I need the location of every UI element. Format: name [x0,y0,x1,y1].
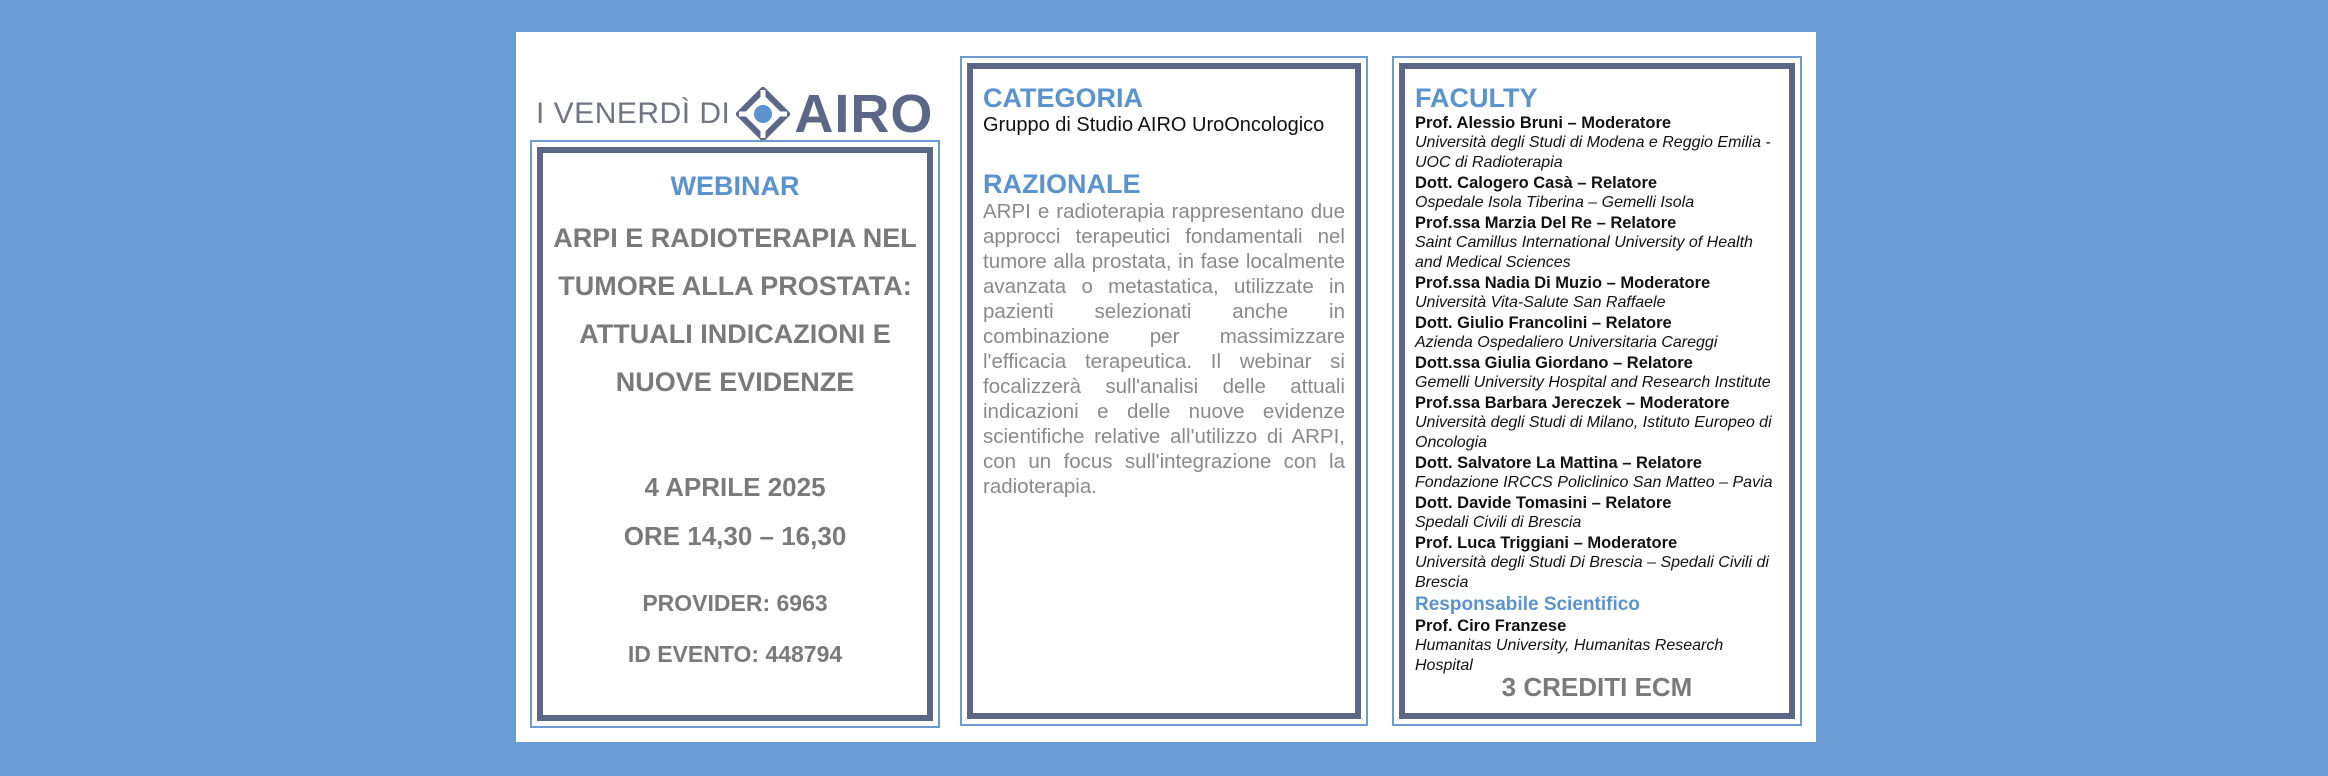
logo-name: AIRO [794,84,934,144]
faculty-member [1415,393,1781,453]
webinar-label: WEBINAR [670,171,800,201]
faculty-member-affiliation: Spedali Civili di Brescia [1415,514,1582,531]
faculty-panel-frame [1399,63,1795,719]
webinar-panel [530,140,940,728]
flyer-sheet [516,32,1816,742]
webinar-content [543,153,927,715]
faculty-member-affiliation: Saint Camillus International University of Health and Medical Sciences [1415,234,1753,271]
razionale-heading: RAZIONALE [983,169,1141,199]
faculty-member-name: Prof. Alessio Bruni – Moderatore [1415,114,1672,132]
faculty-member [1415,113,1781,173]
faculty-member [1415,493,1781,533]
categoria-heading: CATEGORIA [983,83,1143,113]
faculty-member [1415,533,1781,593]
faculty-member-affiliation: Università Vita-Salute San Raffaele [1415,294,1666,311]
faculty-content [1415,83,1781,676]
faculty-member-affiliation: Gemelli University Hospital and Research Institute [1415,374,1771,391]
faculty-member-name: Dott. Giulio Francolini – Relatore [1415,314,1672,332]
ecm-credits: 3 CREDITI ECM [1501,672,1693,702]
airo-logo [536,84,933,144]
faculty-member-affiliation: Università degli Studi di Modena e Reggio Emilia - UOC di Radioterapia [1415,134,1771,171]
faculty-member-name: Dott. Salvatore La Mattina – Relatore [1415,454,1702,472]
faculty-member-affiliation: Università degli Studi Di Brescia – Spedali Civili di Brescia [1415,554,1769,591]
faculty-member-affiliation: Azienda Ospedaliero Universitaria Careggi [1415,334,1718,351]
responsabile-heading: Responsabile Scientifico [1415,594,1640,615]
responsabile-affiliation: Humanitas University, Humanitas Research Hospital [1415,637,1724,674]
faculty-member-name: Prof. Luca Triggiani – Moderatore [1415,534,1678,552]
faculty-member-name: Prof.ssa Marzia Del Re – Relatore [1415,214,1677,232]
webinar-panel-frame [537,147,933,721]
faculty-member [1415,273,1781,313]
faculty-heading: FACULTY [1415,83,1538,113]
faculty-member-name: Dott. Davide Tomasini – Relatore [1415,494,1672,512]
event-time: ORE 14,30 – 16,30 [623,521,847,551]
webinar-title [543,214,927,406]
provider-id: PROVIDER: 6963 [642,590,828,616]
faculty-member [1415,453,1781,493]
event-id: ID EVENTO: 448794 [627,641,843,667]
faculty-list [1415,113,1781,593]
faculty-member [1415,313,1781,353]
rationale-content [983,83,1345,499]
faculty-member [1415,173,1781,213]
webinar-title-line: ATTUALI INDICAZIONI E [579,319,891,349]
webinar-title-line: TUMORE ALLA PROSTATA: [558,271,912,301]
faculty-member [1415,353,1781,393]
faculty-member-affiliation: Fondazione IRCCS Policlinico San Matteo – Pavia [1415,474,1773,491]
logo-prefix: I VENERDÌ DI [536,97,731,130]
razionale-text: ARPI e radioterapia rappresentano due approcci terapeutici fondamentali nel tumore alla prostata, in fase localmente avanzata o metastatica, utilizzate in pazienti selezionati anche in combinazione per massimizzare l'efficacia terapeutica. Il webinar si focalizzerà sull'analisi delle attuali indicazioni e delle nuove evidenze scientifiche relative all'utilizzo di ARPI, con un focus sull'integrazione con la radioterapia. [983,200,1345,498]
responsabile-name: Prof. Ciro Franzese [1415,617,1567,635]
faculty-member-name: Dott.ssa Giulia Giordano – Relatore [1415,354,1693,372]
faculty-member-name: Prof.ssa Nadia Di Muzio – Moderatore [1415,274,1711,292]
rationale-panel [960,56,1368,726]
rationale-panel-frame [967,63,1361,719]
event-date: 4 APRILE 2025 [644,472,826,502]
categoria-text: Gruppo di Studio AIRO UroOncologico [983,114,1325,136]
faculty-member-affiliation: Ospedale Isola Tiberina – Gemelli Isola [1415,194,1695,211]
faculty-panel [1392,56,1802,726]
webinar-title-line: ARPI E RADIOTERAPIA NEL [553,223,917,253]
faculty-member-affiliation: Università degli Studi di Milano, Istituto Europeo di Oncologia [1415,414,1772,451]
webinar-title-line: NUOVE EVIDENZE [615,367,855,397]
airo-diamond-logo-icon [736,87,790,141]
faculty-member [1415,213,1781,273]
faculty-member-name: Dott. Calogero Casà – Relatore [1415,174,1658,192]
faculty-member-name: Prof.ssa Barbara Jereczek – Moderatore [1415,394,1730,412]
